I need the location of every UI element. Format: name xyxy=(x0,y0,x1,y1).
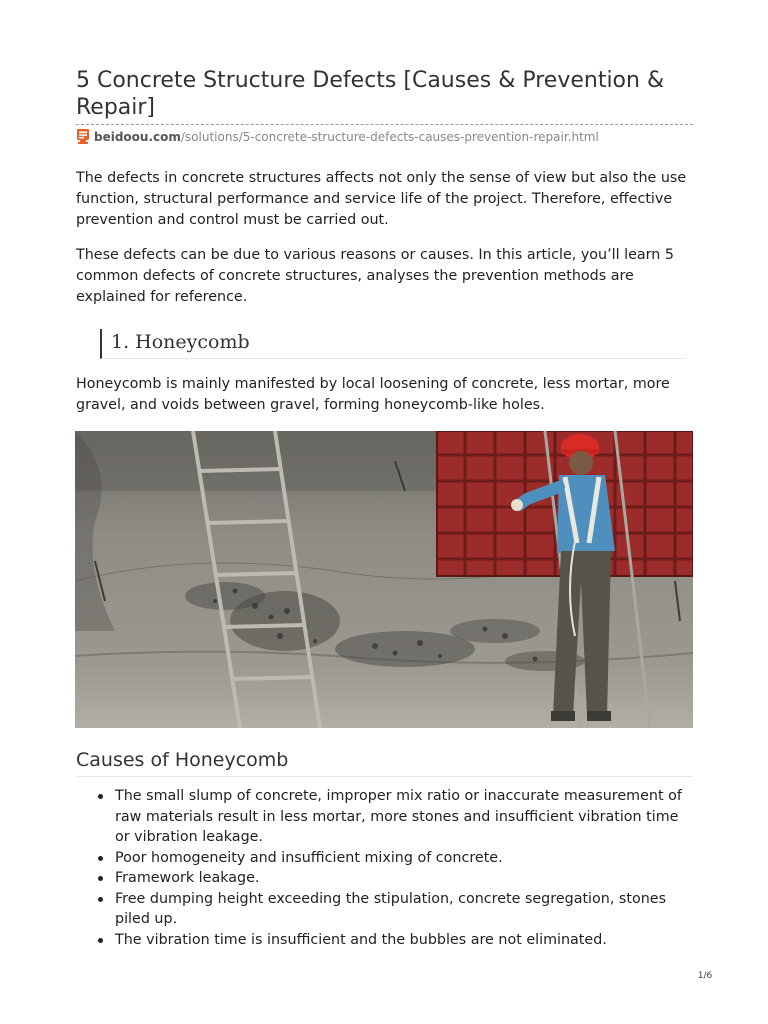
cause-text: The small slump of concrete, improper mix ratio or inaccurate measurement of raw materials result in less mortar, more stones and insufficient vibration time or vibration leakage. xyxy=(115,788,682,845)
list-item xyxy=(76,786,696,848)
title-divider xyxy=(76,124,693,127)
causes-list xyxy=(76,786,696,950)
cause-text: The vibration time is insufficient and the bubbles are not eliminated. xyxy=(115,931,607,948)
bullet-dot-icon xyxy=(98,856,103,861)
reader-logo-icon xyxy=(76,129,90,144)
bullet-dot-icon xyxy=(98,876,103,881)
honeycomb-wall-image xyxy=(75,431,693,728)
cause-text: Poor homogeneity and insufficient mixing of concrete. xyxy=(115,849,503,866)
honeycomb-photo xyxy=(75,431,693,728)
list-item xyxy=(76,930,696,951)
page-indicator: 1/6 xyxy=(697,971,713,981)
section-heading-honeycomb: 1. Honeycomb xyxy=(100,329,685,359)
cause-text: Framework leakage. xyxy=(115,870,260,886)
source-path: /solutions/5-concrete-structure-defects-causes-prevention-repair.html xyxy=(180,130,599,144)
honeycomb-description: Honeycomb is mainly manifested by local loosening of concrete, less mortar, more gravel, and voids between gravel, forming honeycomb-like holes. xyxy=(76,376,670,413)
intro-paragraph-1: The defects in concrete structures affects not only the sense of view but also the use function, structural performance and service life of the project. Therefore, effective prevention and control must be carried out. xyxy=(76,170,687,228)
intro-paragraph-2: These defects can be due to various reasons or causes. In this article, you’ll learn 5 common defects of concrete structures, analyses the prevention methods are explained for reference. xyxy=(76,247,674,305)
bullet-dot-icon xyxy=(98,897,103,902)
page-title: 5 Concrete Structure Defects [Causes & Prevention & Repair] xyxy=(76,68,665,120)
list-item xyxy=(76,848,696,869)
subsection-heading-causes: Causes of Honeycomb xyxy=(76,747,693,777)
bullet-dot-icon xyxy=(98,938,103,943)
list-item xyxy=(76,889,696,930)
cause-text: Free dumping height exceeding the stipulation, concrete segregation, stones piled up. xyxy=(115,890,667,927)
source-domain: beidoou.com xyxy=(94,130,181,144)
list-item xyxy=(76,868,696,889)
bullet-dot-icon xyxy=(98,794,103,799)
source-url[interactable] xyxy=(76,129,693,145)
